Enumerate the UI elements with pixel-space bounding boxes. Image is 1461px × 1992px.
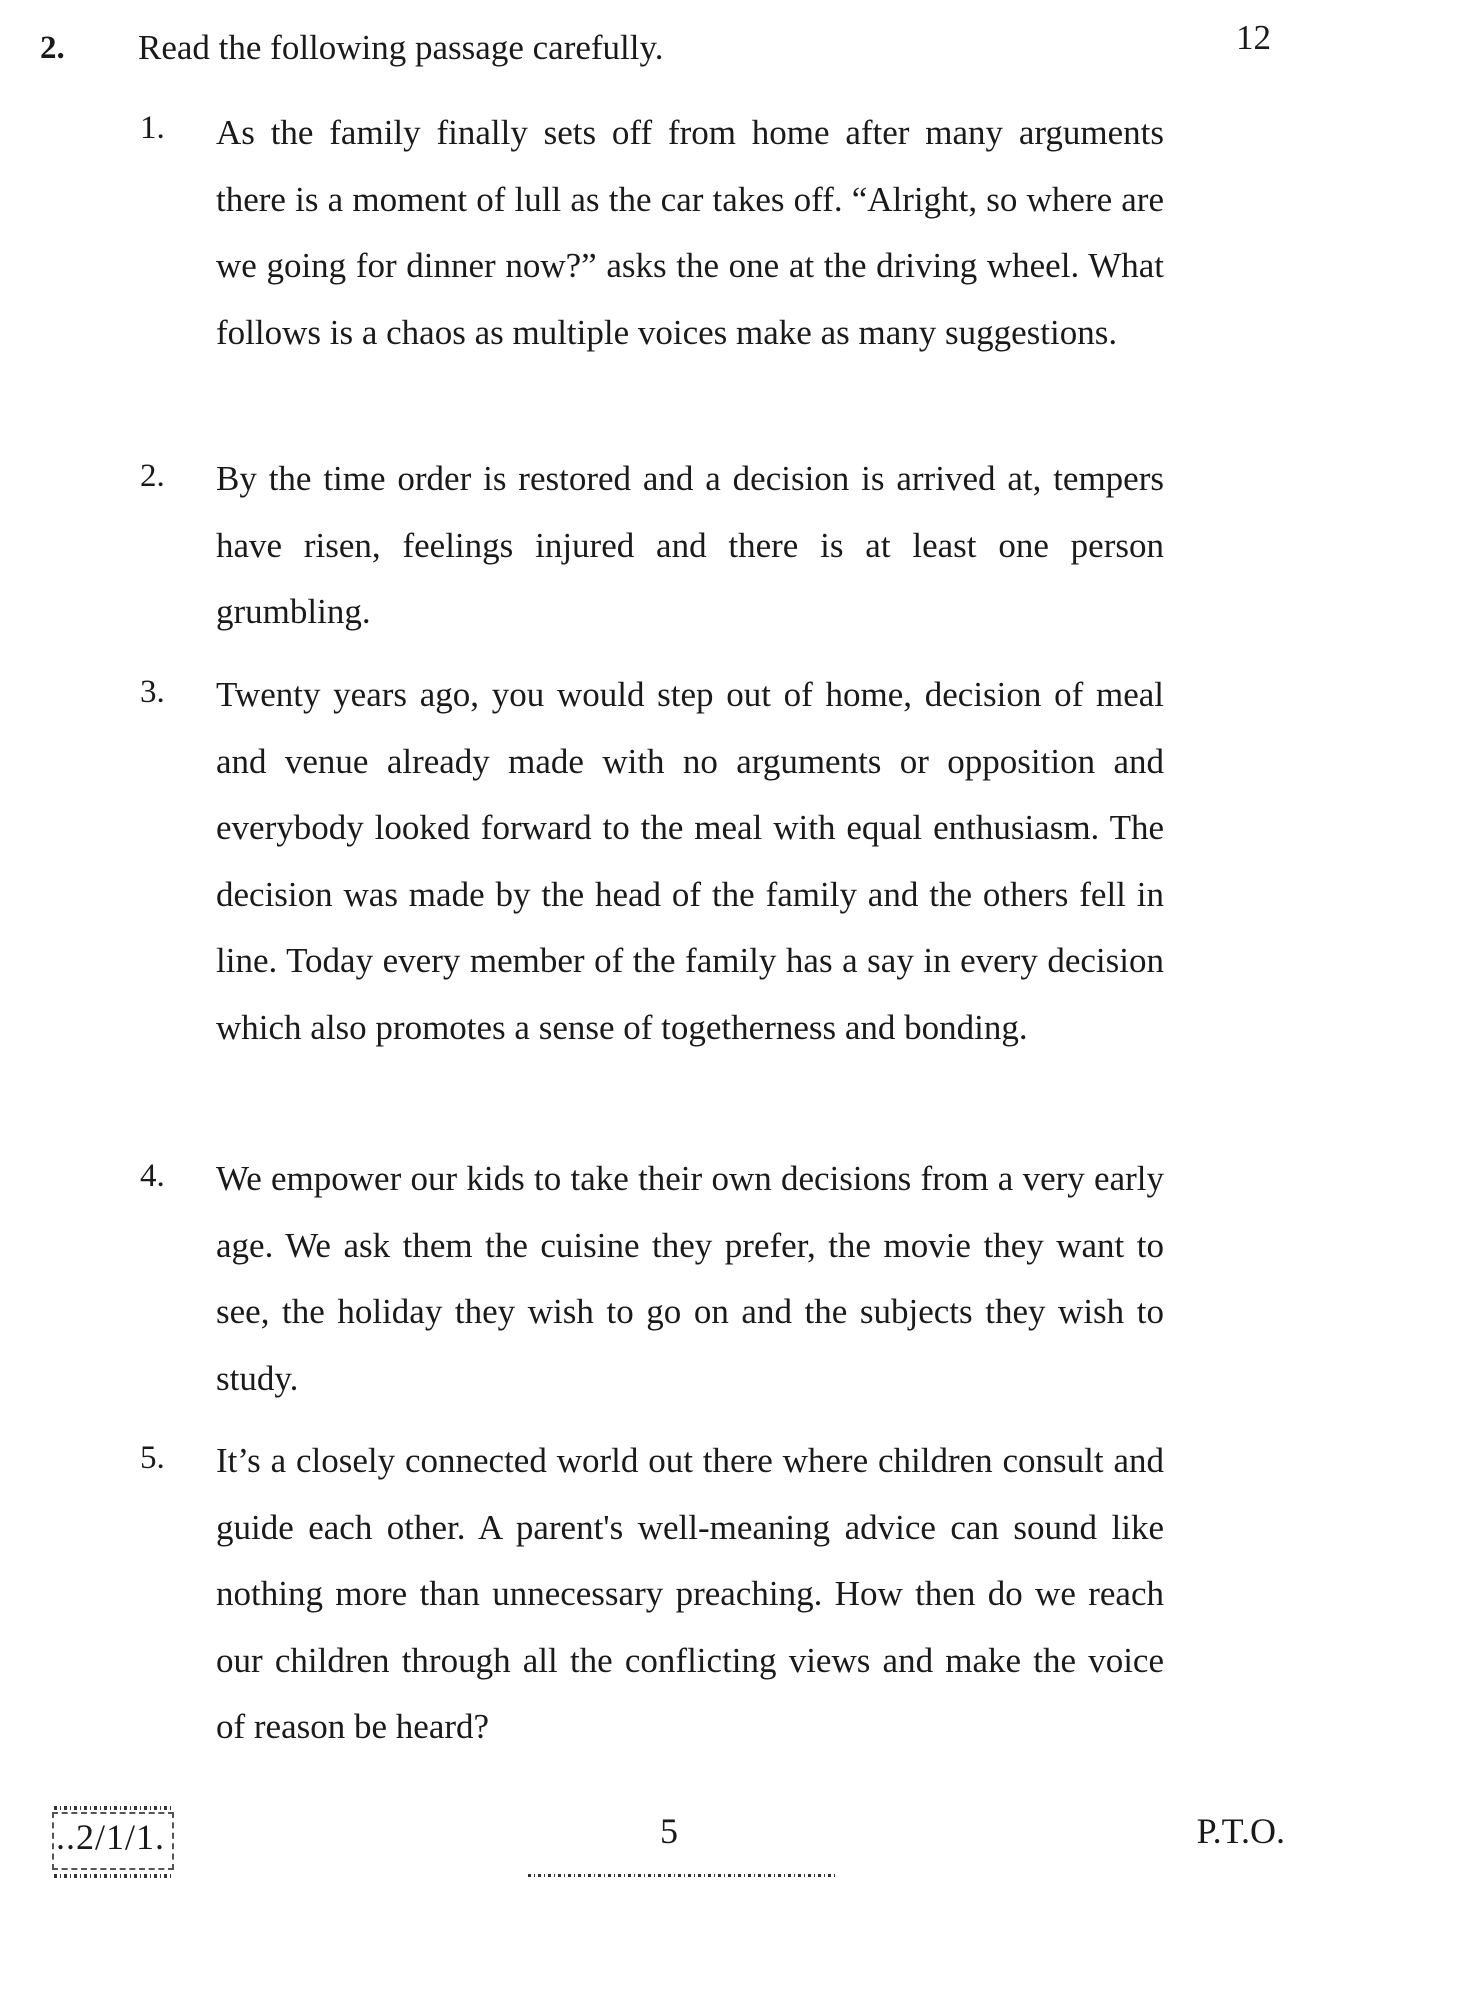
paragraph-number: 3.: [140, 674, 165, 710]
paper-code: ..2/1/1.: [56, 1817, 166, 1857]
question-marks: 12: [1236, 18, 1271, 57]
question-instruction: Read the following passage carefully.: [138, 28, 664, 67]
page-number: 5: [660, 1811, 678, 1851]
paragraph-number: 4.: [140, 1158, 165, 1194]
paragraph-number: 2.: [140, 458, 165, 494]
paragraph-text: Twenty years ago, you would step out of home, decision of meal and venue already made with no arguments or opposition and everybody looked forward to the meal with equal enthusiasm. The decision was made by the head of the family and the others fell in line. Today every member of the family has a say in every decision which also promotes a sense of togetherness and bonding.: [216, 675, 1164, 1047]
paragraph-text: We empower our kids to take their own decisions from a very early age. We ask them the cuisine they prefer, the movie they want to see, the holiday they wish to go on and the subjects they wish to study.: [216, 1159, 1164, 1398]
paragraph-number: 1.: [140, 110, 165, 146]
paragraph-text: By the time order is restored and a decision is arrived at, tempers have risen, feelings injured and there is at least one person grumbling.: [216, 459, 1164, 631]
barcode-strip-top: [54, 1806, 172, 1810]
paragraph-number: 5.: [140, 1440, 165, 1476]
question-number: 2.: [40, 30, 65, 66]
pto-label: P.T.O.: [1196, 1811, 1285, 1851]
barcode-strip-bottom: [54, 1874, 172, 1878]
footer-barcode: [528, 1874, 838, 1877]
paragraph-text: As the family finally sets off from home after many arguments there is a moment of lull as the car takes off. “Alright, so where are we going for dinner now?” asks the one at the driving wheel. What follows is a chaos as multiple voices make as many suggestions.: [216, 113, 1164, 352]
paragraph-text: It’s a closely connected world out there where children consult and guide each other. A parent's well-meaning advice can sound like nothing more than unnecessary preaching. How then do we reach our children through all the conflicting views and make the voice of reason be heard?: [216, 1441, 1164, 1746]
